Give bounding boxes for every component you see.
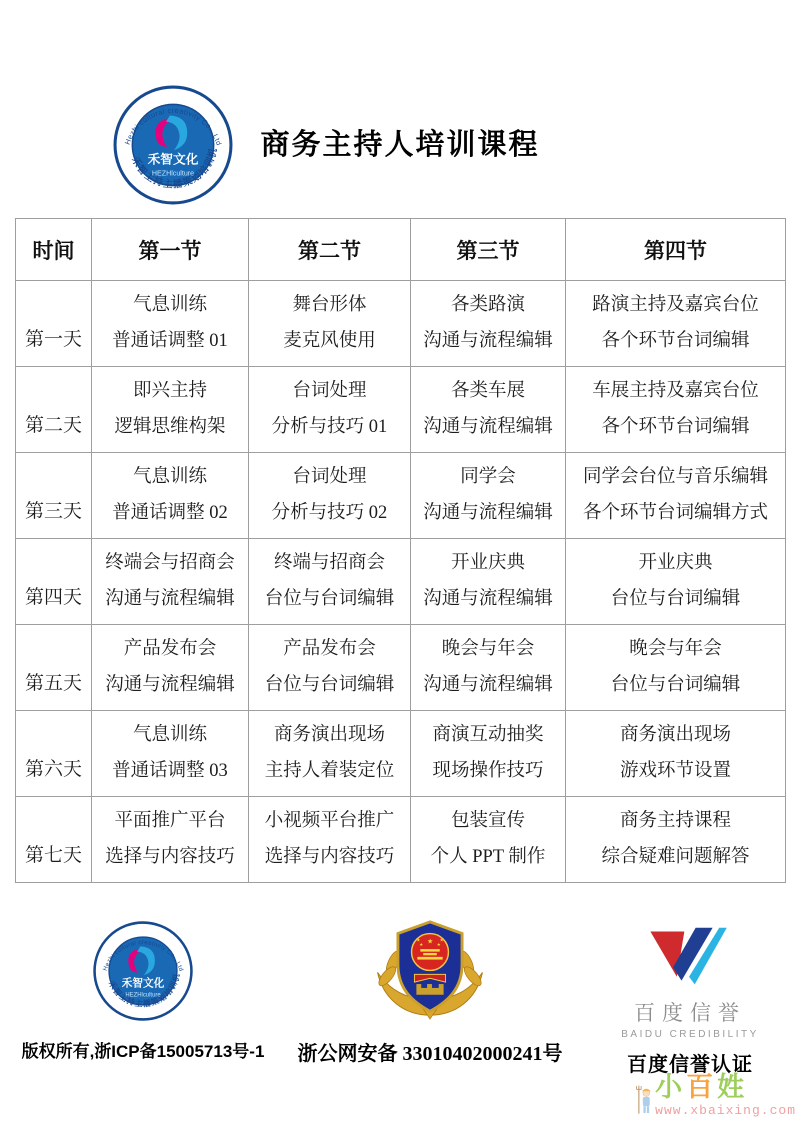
course-cell [92, 453, 249, 539]
watermark-name [655, 1073, 796, 1103]
course-line: 沟通与流程编辑 [423, 588, 553, 609]
course-cell [249, 625, 411, 711]
day-label: 第四天 [24, 587, 82, 609]
table-row [16, 367, 786, 453]
footer-baidu-block [595, 912, 785, 1077]
course-line: 终端会与招商会 [105, 553, 235, 574]
course-line: 各类车展 [450, 381, 525, 402]
watermark-char-1: 小 [655, 1072, 687, 1102]
course-cell [249, 797, 411, 883]
watermark-char-2: 百 [686, 1072, 718, 1102]
course-line: 各个环节台词编辑 [601, 330, 750, 351]
watermark-text [655, 1073, 796, 1118]
course-cell [92, 797, 249, 883]
course-line: 台词处理 [292, 467, 367, 488]
course-line: 即兴主持 [132, 381, 207, 402]
day-cell [16, 281, 92, 367]
course-cell [249, 711, 411, 797]
header-time: 时间 [16, 219, 92, 281]
course-line: 普通话调整 01 [112, 330, 228, 351]
course-cell [411, 539, 566, 625]
header-session-1: 第一节 [92, 219, 249, 281]
course-cell [566, 539, 786, 625]
course-line: 商务主持课程 [619, 811, 731, 832]
baidu-cert-label: 百度信誉认证 [627, 1054, 753, 1076]
course-cell [566, 367, 786, 453]
course-cell [566, 625, 786, 711]
day-cell [16, 625, 92, 711]
table-row [16, 539, 786, 625]
footer-police-block [285, 912, 575, 1066]
farmer-icon [636, 1073, 653, 1129]
course-table [15, 218, 786, 883]
course-cell [411, 797, 566, 883]
header-session-3: 第三节 [411, 219, 566, 281]
table-row [16, 797, 786, 883]
course-line: 终端与招商会 [273, 553, 385, 574]
course-line: 普通话调整 03 [112, 760, 228, 781]
course-cell [92, 281, 249, 367]
course-line: 各类路演 [450, 295, 525, 316]
course-line: 综合疑难问题解答 [601, 846, 750, 867]
day-label: 第三天 [24, 501, 82, 523]
page-title: 商务主持人培训课程 [260, 129, 540, 161]
course-line: 开业庆典 [638, 553, 713, 574]
course-cell [249, 367, 411, 453]
course-cell [411, 453, 566, 539]
header-session-2: 第二节 [249, 219, 411, 281]
course-line: 台词处理 [292, 381, 367, 402]
course-line: 沟通与流程编辑 [423, 416, 553, 437]
course-line: 台位与台词编辑 [610, 674, 741, 695]
course-line: 个人 PPT 制作 [430, 846, 546, 867]
day-cell [16, 711, 92, 797]
day-label: 第五天 [24, 673, 82, 695]
course-cell [92, 367, 249, 453]
course-line: 同学会 [460, 467, 516, 488]
course-line: 游戏环节设置 [619, 760, 731, 781]
course-line: 逻辑思维构架 [114, 416, 226, 437]
course-line: 商务演出现场 [273, 725, 385, 746]
course-line: 产品发布会 [283, 639, 376, 660]
course-line: 台位与台词编辑 [610, 588, 741, 609]
course-line: 小视频平台推广 [264, 811, 395, 832]
day-cell [16, 797, 92, 883]
footer [0, 912, 800, 1076]
course-line: 平面推广平台 [114, 811, 226, 832]
course-line: 气息训练 [132, 295, 207, 316]
course-line: 商演互动抽奖 [432, 725, 544, 746]
course-line: 普通话调整 02 [112, 502, 228, 523]
course-cell [92, 711, 249, 797]
header-session-4: 第四节 [566, 219, 786, 281]
day-label: 第六天 [24, 759, 82, 781]
course-cell [411, 625, 566, 711]
course-line: 舞台形体 [292, 295, 367, 316]
course-cell [566, 711, 786, 797]
table-row [16, 453, 786, 539]
hezhi-logo-small [92, 920, 194, 1022]
course-line: 台位与台词编辑 [264, 674, 395, 695]
header [0, 0, 800, 215]
course-line: 晚会与年会 [441, 639, 535, 660]
course-cell [566, 453, 786, 539]
course-line: 车展主持及嘉宾台位 [592, 381, 759, 402]
course-line: 气息训练 [132, 467, 207, 488]
footer-copyright-block [18, 912, 268, 1062]
course-line: 沟通与流程编辑 [105, 588, 235, 609]
baidu-en-label: BAIDU CREDIBILITY [621, 1029, 759, 1040]
day-label: 第七天 [24, 845, 82, 867]
day-cell [16, 367, 92, 453]
table-row [16, 711, 786, 797]
police-record-text: 浙公网安备 33010402000241号 [297, 1043, 563, 1065]
course-line: 分析与技巧 01 [271, 416, 388, 437]
day-label: 第二天 [24, 415, 82, 437]
course-line: 选择与内容技巧 [105, 846, 235, 867]
course-line: 晚会与年会 [629, 639, 722, 660]
police-badge-icon [371, 918, 489, 1020]
course-cell [411, 281, 566, 367]
watermark-url: www.xbaixing.com [655, 1102, 796, 1118]
icp-text: 版权所有,浙ICP备15005713号-1 [21, 1042, 265, 1061]
course-cell [411, 367, 566, 453]
course-line: 主持人着装定位 [264, 760, 395, 781]
day-cell [16, 539, 92, 625]
course-line: 台位与台词编辑 [264, 588, 395, 609]
course-line: 气息训练 [132, 725, 207, 746]
course-line: 麦克风使用 [283, 330, 376, 351]
course-line: 选择与内容技巧 [264, 846, 395, 867]
course-line: 路演主持及嘉宾台位 [592, 295, 759, 316]
course-cell [249, 453, 411, 539]
course-cell [92, 625, 249, 711]
course-line: 分析与技巧 02 [271, 502, 388, 523]
course-line: 各个环节台词编辑 [601, 416, 750, 437]
site-watermark [636, 1073, 796, 1135]
course-line: 沟通与流程编辑 [423, 674, 553, 695]
course-line: 沟通与流程编辑 [105, 674, 235, 695]
course-cell [249, 539, 411, 625]
table-header-row [16, 219, 786, 281]
course-line: 同学会台位与音乐编辑 [582, 467, 768, 488]
course-line: 沟通与流程编辑 [423, 502, 553, 523]
day-label: 第一天 [24, 329, 82, 351]
course-cell [566, 797, 786, 883]
course-line: 现场操作技巧 [432, 760, 544, 781]
baidu-credibility-icon [642, 924, 738, 990]
watermark-char-3: 姓 [717, 1072, 749, 1102]
course-line: 开业庆典 [450, 553, 525, 574]
table-row [16, 281, 786, 367]
course-line: 商务演出现场 [619, 725, 731, 746]
course-line: 沟通与流程编辑 [423, 330, 553, 351]
course-cell [249, 281, 411, 367]
table-row [16, 625, 786, 711]
course-line: 各个环节台词编辑方式 [582, 502, 768, 523]
course-line: 产品发布会 [123, 639, 217, 660]
day-cell [16, 453, 92, 539]
course-cell [92, 539, 249, 625]
course-cell [411, 711, 566, 797]
baidu-cn-label: 百度信誉 [634, 1002, 746, 1025]
course-cell [566, 281, 786, 367]
course-line: 包装宣传 [450, 811, 525, 832]
